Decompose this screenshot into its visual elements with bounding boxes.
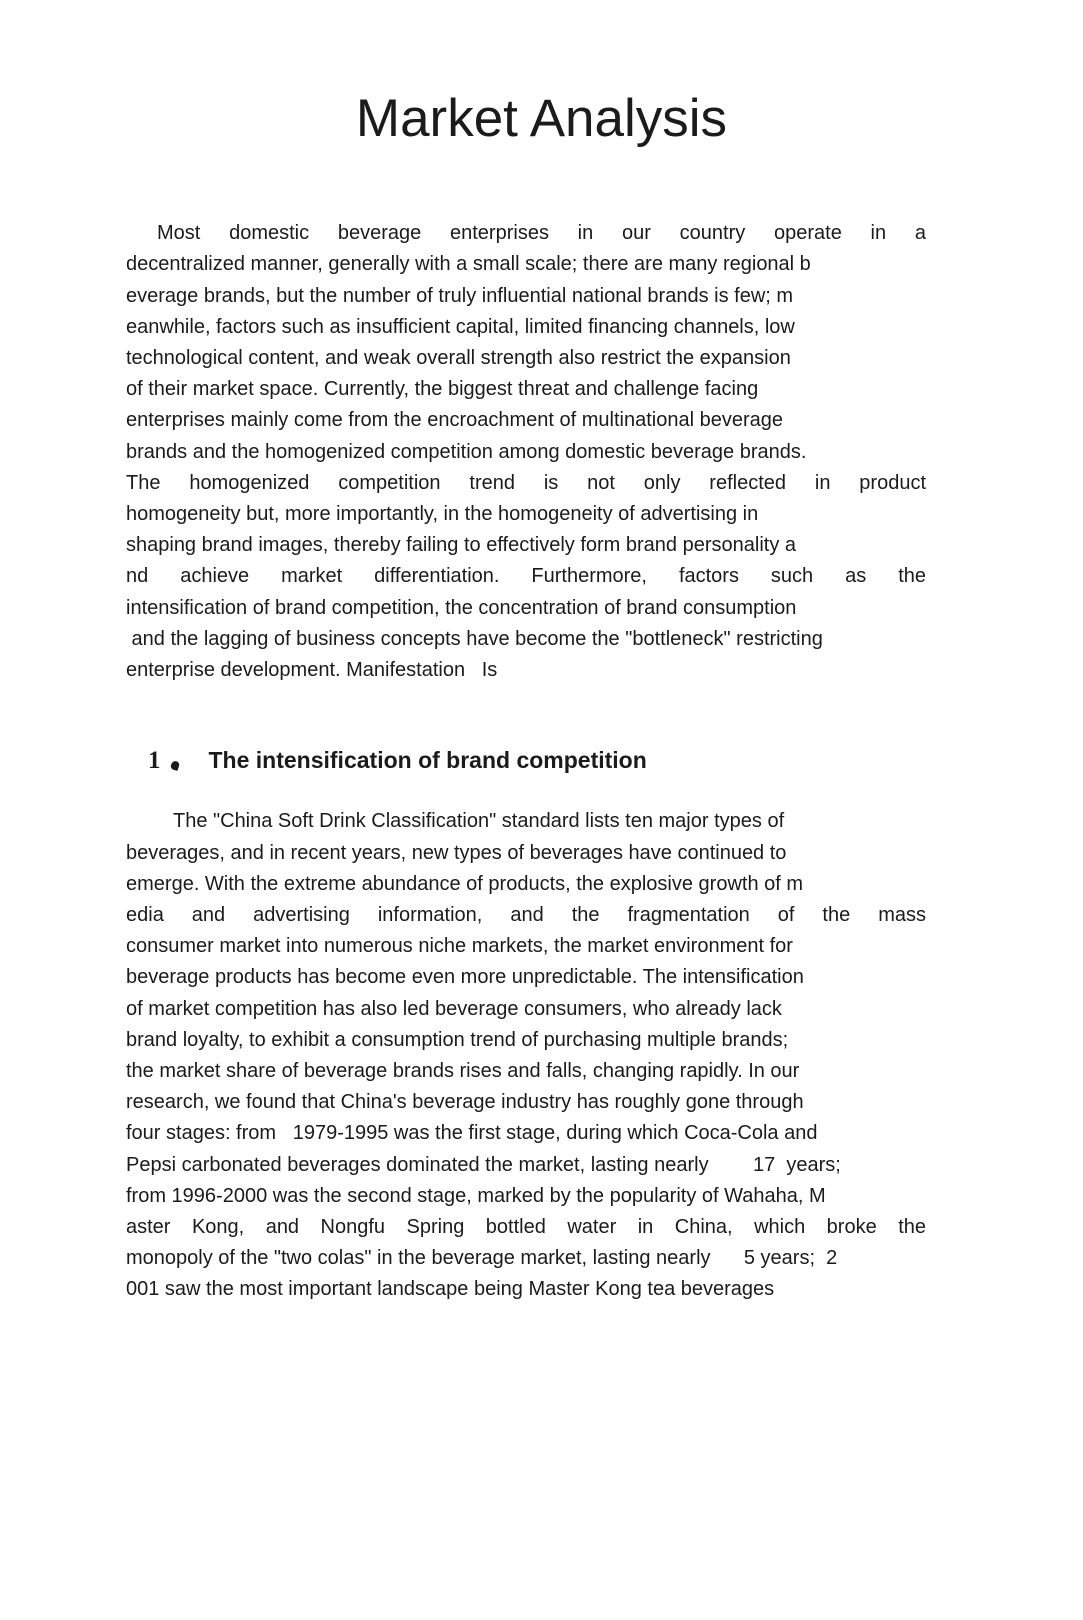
ideographic-comma-icon xyxy=(169,760,183,776)
text-line: of market competition has also led beverage consumers, who already lack xyxy=(126,997,782,1020)
text-line: edia and advertising information, and the fragmentation of the mass xyxy=(126,903,926,926)
text-line: and the lagging of business concepts have become the "bottleneck" restricting xyxy=(126,627,823,650)
text-line: beverage products has become even more unpredictable. The intensification xyxy=(126,966,804,989)
text-line: research, we found that China's beverage industry has roughly gone through xyxy=(126,1091,804,1114)
text-line: of their market space. Currently, the biggest threat and challenge facing xyxy=(126,378,759,401)
text-line: everage brands, but the number of truly influential national brands is few; m xyxy=(126,284,794,307)
text-line: decentralized manner, generally with a small scale; there are many regional b xyxy=(126,253,811,276)
text-line: technological content, and weak overall strength also restrict the expansion xyxy=(126,347,791,370)
heading-number: 1 xyxy=(148,747,161,775)
text-line: homogeneity but, more importantly, in the homogeneity of advertising in xyxy=(126,503,759,526)
text-line: the market share of beverage brands rises and falls, changing rapidly. In our xyxy=(126,1059,800,1082)
heading-label: The intensification of brand competition xyxy=(208,747,647,774)
text-line: brands and the homogenized competition among domestic beverage brands. xyxy=(126,440,807,463)
document-title: Market Analysis xyxy=(355,89,728,148)
text-line: aster Kong, and Nongfu Spring bottled water in China, which broke the xyxy=(126,1215,926,1238)
text-line: shaping brand images, thereby failing to effectively form brand personality a xyxy=(126,534,797,557)
text-line: brand loyalty, to exhibit a consumption trend of purchasing multiple brands; xyxy=(126,1028,789,1051)
text-line: beverages, and in recent years, new types of beverages have continued to xyxy=(126,841,787,864)
section-heading-1 xyxy=(148,745,1083,776)
text-line: Most domestic beverage enterprises in our country operate in a xyxy=(157,222,926,245)
paragraph-intro xyxy=(126,218,926,686)
text-line: eanwhile, factors such as insufficient capital, limited financing channels, low xyxy=(126,315,795,338)
text-line: enterprises mainly come from the encroachment of multinational beverage xyxy=(126,409,783,432)
text-line: The homogenized competition trend is not only reflected in product xyxy=(126,471,926,494)
text-line: The "China Soft Drink Classification" standard lists ten major types of xyxy=(173,810,785,833)
text-line: consumer market into numerous niche markets, the market environment for xyxy=(126,935,793,958)
text-line: Pepsi carbonated beverages dominated the market, lasting nearly 17 years; xyxy=(126,1153,841,1176)
text-line: nd achieve market differentiation. Furthermore, factors such as the xyxy=(126,565,926,588)
text-line: enterprise development. Manifestation Is xyxy=(126,659,498,682)
document-page xyxy=(0,86,1083,1620)
text-line: 001 saw the most important landscape being Master Kong tea beverages xyxy=(126,1278,775,1301)
text-line: four stages: from 1979-1995 was the first stage, during which Coca-Cola and xyxy=(126,1122,818,1145)
text-line: emerge. With the extreme abundance of products, the explosive growth of m xyxy=(126,872,804,895)
text-line: intensification of brand competition, the concentration of brand consumption xyxy=(126,596,797,619)
text-line: from 1996-2000 was the second stage, marked by the popularity of Wahaha, M xyxy=(126,1184,826,1207)
text-line: monopoly of the "two colas" in the beverage market, lasting nearly 5 years; 2 xyxy=(126,1247,838,1270)
paragraph-brand-competition xyxy=(126,806,926,1305)
